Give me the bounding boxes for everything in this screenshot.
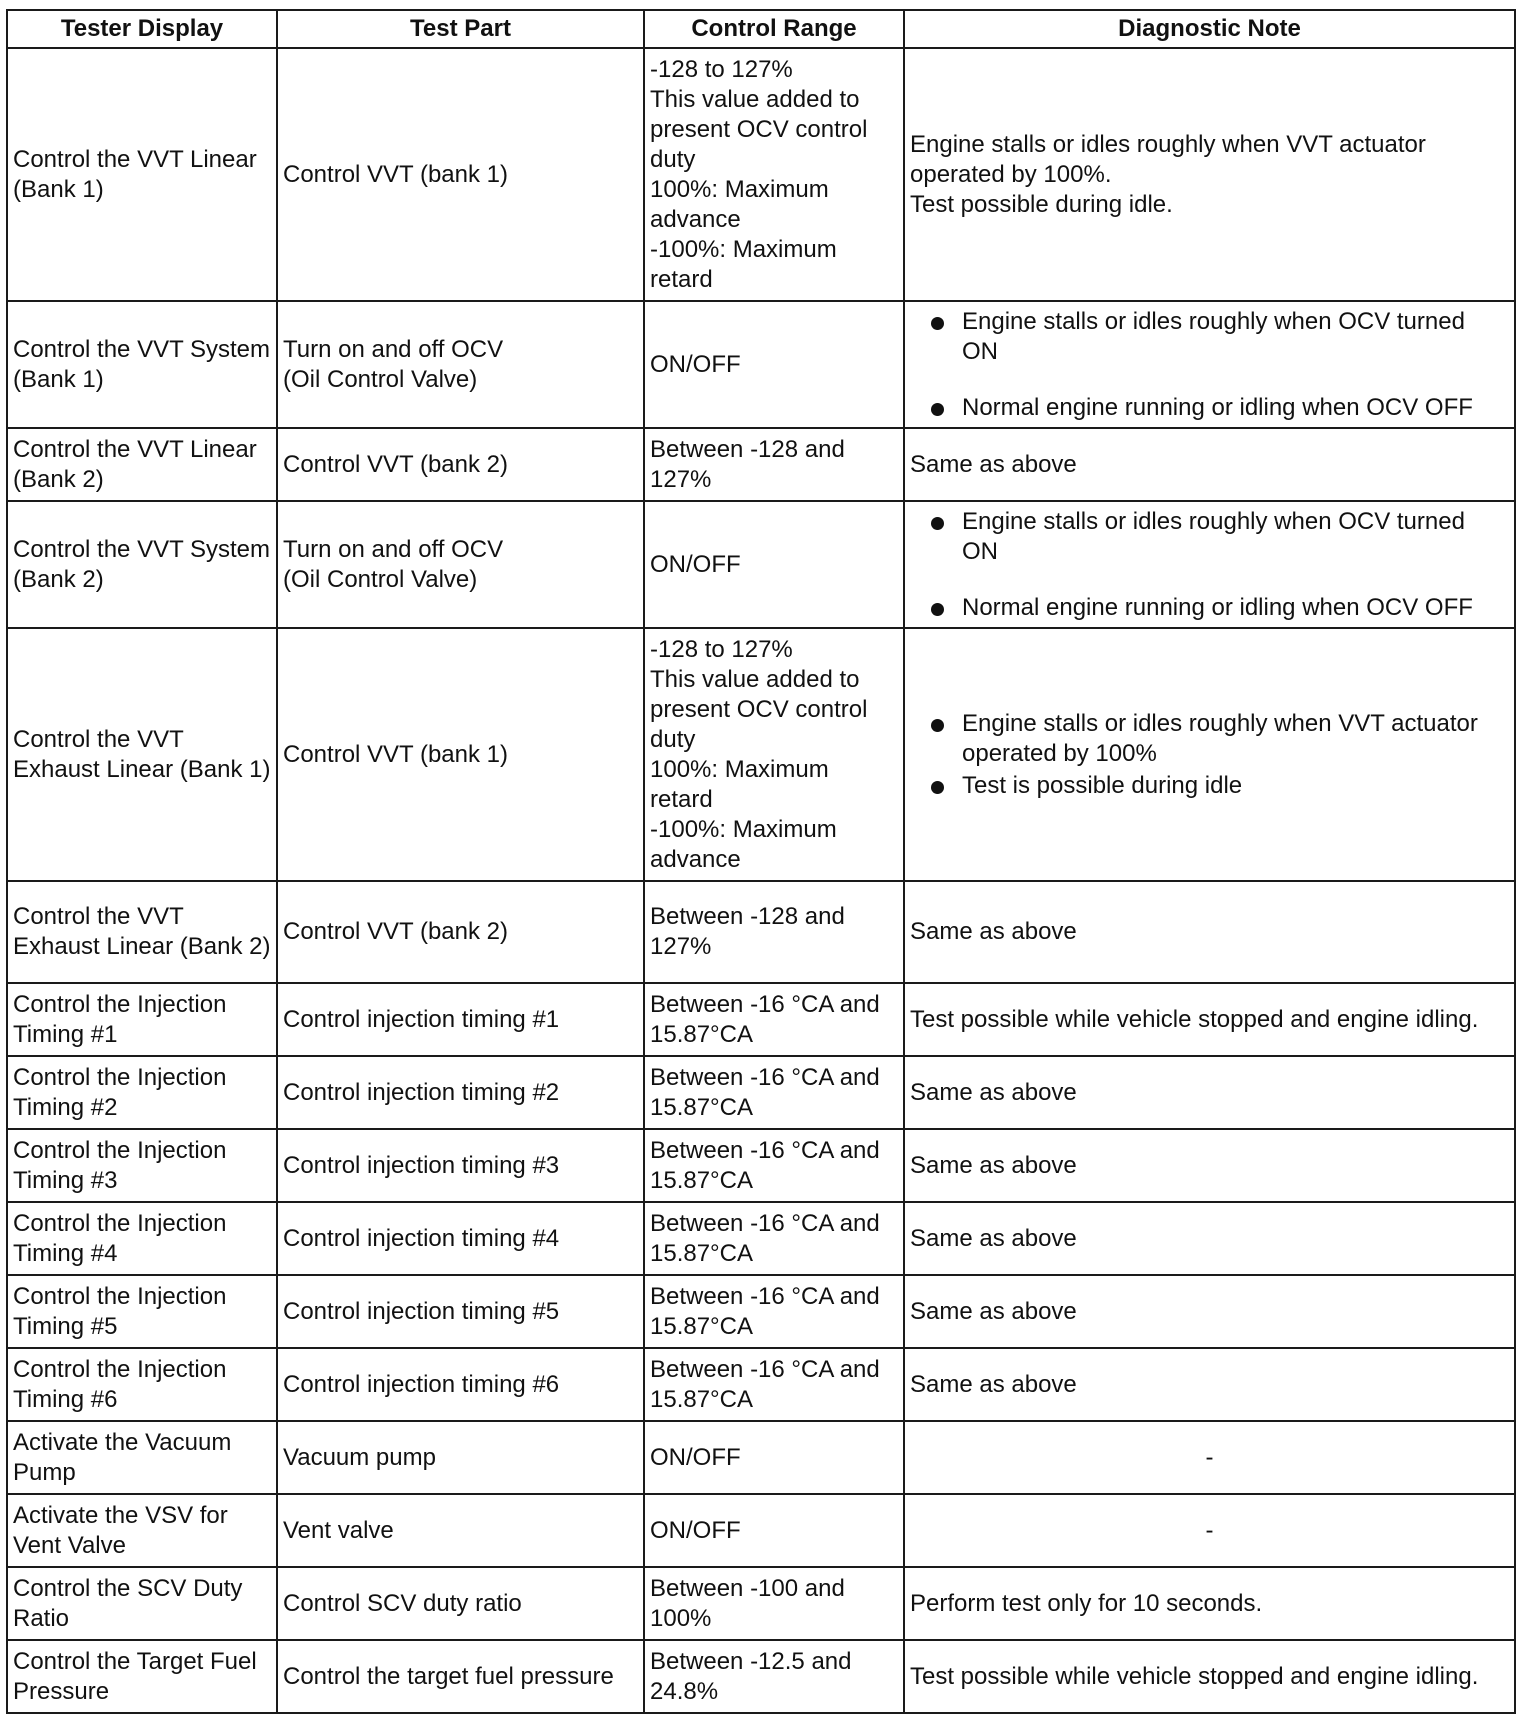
cell-tester-display: Control the VVT Linear (Bank 2) [7, 428, 277, 501]
cell-diagnostic-note: Same as above [904, 1348, 1515, 1421]
note-bullet-item: Engine stalls or idles roughly when VVT actuator operated by 100% [910, 709, 1509, 769]
cell-diagnostic-note: Perform test only for 10 seconds. [904, 1567, 1515, 1640]
cell-test-part: Turn on and off OCV (Oil Control Valve) [277, 501, 644, 628]
note-bullet-list [910, 307, 1509, 423]
cell-diagnostic-note: Same as above [904, 881, 1515, 983]
cell-tester-display: Control the Injection Timing #1 [7, 983, 277, 1056]
table-row [7, 1056, 1515, 1129]
cell-test-part: Control VVT (bank 1) [277, 628, 644, 881]
cell-tester-display: Control the VVT System (Bank 1) [7, 301, 277, 428]
cell-test-part: Turn on and off OCV (Oil Control Valve) [277, 301, 644, 428]
cell-control-range: -128 to 127% This value added to present OCV control duty 100%: Maximum retard -100%: Maximum advance [644, 628, 904, 881]
table-row [7, 881, 1515, 983]
note-bullet-list [910, 507, 1509, 623]
note-bullet-item: Test is possible during idle [910, 771, 1509, 801]
note-bullet-list [910, 709, 1509, 801]
cell-control-range: Between -16 °CA and 15.87°CA [644, 1056, 904, 1129]
table-row [7, 1567, 1515, 1640]
header-diagnostic-note: Diagnostic Note [904, 10, 1515, 48]
cell-tester-display: Control the Injection Timing #2 [7, 1056, 277, 1129]
cell-control-range: ON/OFF [644, 1494, 904, 1567]
cell-diagnostic-note: - [904, 1494, 1515, 1567]
cell-control-range: Between -100 and 100% [644, 1567, 904, 1640]
cell-test-part: Control VVT (bank 2) [277, 881, 644, 983]
cell-diagnostic-note: - [904, 1421, 1515, 1494]
cell-test-part: Control VVT (bank 1) [277, 48, 644, 301]
table-row [7, 1494, 1515, 1567]
cell-diagnostic-note: Test possible while vehicle stopped and engine idling. [904, 1640, 1515, 1713]
cell-diagnostic-note: Test possible while vehicle stopped and engine idling. [904, 983, 1515, 1056]
table-row [7, 1202, 1515, 1275]
table-row [7, 428, 1515, 501]
note-bullet-item: Engine stalls or idles roughly when OCV turned ON [910, 307, 1509, 367]
cell-control-range: ON/OFF [644, 301, 904, 428]
cell-diagnostic-note: Same as above [904, 1056, 1515, 1129]
cell-control-range: Between -16 °CA and 15.87°CA [644, 983, 904, 1056]
cell-tester-display: Control the VVT Linear (Bank 1) [7, 48, 277, 301]
header-control-range: Control Range [644, 10, 904, 48]
cell-diagnostic-note [904, 628, 1515, 881]
cell-control-range: Between -16 °CA and 15.87°CA [644, 1348, 904, 1421]
cell-diagnostic-note: Engine stalls or idles roughly when VVT actuator operated by 100%. Test possible during idle. [904, 48, 1515, 301]
cell-diagnostic-note [904, 501, 1515, 628]
cell-diagnostic-note: Same as above [904, 1129, 1515, 1202]
cell-test-part: Control injection timing #4 [277, 1202, 644, 1275]
cell-tester-display: Control the Injection Timing #4 [7, 1202, 277, 1275]
cell-test-part: Control VVT (bank 2) [277, 428, 644, 501]
cell-test-part: Control injection timing #6 [277, 1348, 644, 1421]
table-row [7, 1421, 1515, 1494]
table-row [7, 501, 1515, 628]
cell-test-part: Control the target fuel pressure [277, 1640, 644, 1713]
table-row [7, 301, 1515, 428]
cell-test-part: Control injection timing #2 [277, 1056, 644, 1129]
cell-control-range: Between -16 °CA and 15.87°CA [644, 1275, 904, 1348]
note-bullet-item: Engine stalls or idles roughly when OCV turned ON [910, 507, 1509, 567]
cell-control-range: Between -128 and 127% [644, 428, 904, 501]
cell-tester-display: Control the VVT Exhaust Linear (Bank 1) [7, 628, 277, 881]
cell-control-range: Between -12.5 and 24.8% [644, 1640, 904, 1713]
cell-tester-display: Control the VVT System (Bank 2) [7, 501, 277, 628]
note-bullet-item: Normal engine running or idling when OCV OFF [910, 393, 1509, 423]
cell-tester-display: Activate the Vacuum Pump [7, 1421, 277, 1494]
table-container [6, 9, 1516, 1714]
cell-test-part: Control injection timing #1 [277, 983, 644, 1056]
cell-tester-display: Activate the VSV for Vent Valve [7, 1494, 277, 1567]
cell-tester-display: Control the Target Fuel Pressure [7, 1640, 277, 1713]
cell-control-range: ON/OFF [644, 1421, 904, 1494]
table-row [7, 48, 1515, 301]
cell-control-range: Between -16 °CA and 15.87°CA [644, 1202, 904, 1275]
table-row [7, 628, 1515, 881]
table-row [7, 983, 1515, 1056]
cell-control-range: ON/OFF [644, 501, 904, 628]
cell-test-part: Vent valve [277, 1494, 644, 1567]
cell-test-part: Control injection timing #5 [277, 1275, 644, 1348]
table-header-row [7, 10, 1515, 48]
cell-diagnostic-note: Same as above [904, 1202, 1515, 1275]
cell-tester-display: Control the SCV Duty Ratio [7, 1567, 277, 1640]
note-bullet-item: Normal engine running or idling when OCV OFF [910, 593, 1509, 623]
cell-test-part: Control injection timing #3 [277, 1129, 644, 1202]
table-row [7, 1129, 1515, 1202]
header-tester-display: Tester Display [7, 10, 277, 48]
cell-diagnostic-note: Same as above [904, 428, 1515, 501]
cell-control-range: -128 to 127% This value added to present OCV control duty 100%: Maximum advance -100%: Maximum retard [644, 48, 904, 301]
cell-tester-display: Control the Injection Timing #5 [7, 1275, 277, 1348]
table-row [7, 1640, 1515, 1713]
cell-tester-display: Control the Injection Timing #3 [7, 1129, 277, 1202]
table-row [7, 1348, 1515, 1421]
cell-control-range: Between -128 and 127% [644, 881, 904, 983]
cell-test-part: Control SCV duty ratio [277, 1567, 644, 1640]
cell-tester-display: Control the VVT Exhaust Linear (Bank 2) [7, 881, 277, 983]
cell-diagnostic-note [904, 301, 1515, 428]
active-test-table [6, 9, 1516, 1714]
header-test-part: Test Part [277, 10, 644, 48]
cell-control-range: Between -16 °CA and 15.87°CA [644, 1129, 904, 1202]
cell-diagnostic-note: Same as above [904, 1275, 1515, 1348]
cell-tester-display: Control the Injection Timing #6 [7, 1348, 277, 1421]
cell-test-part: Vacuum pump [277, 1421, 644, 1494]
table-row [7, 1275, 1515, 1348]
